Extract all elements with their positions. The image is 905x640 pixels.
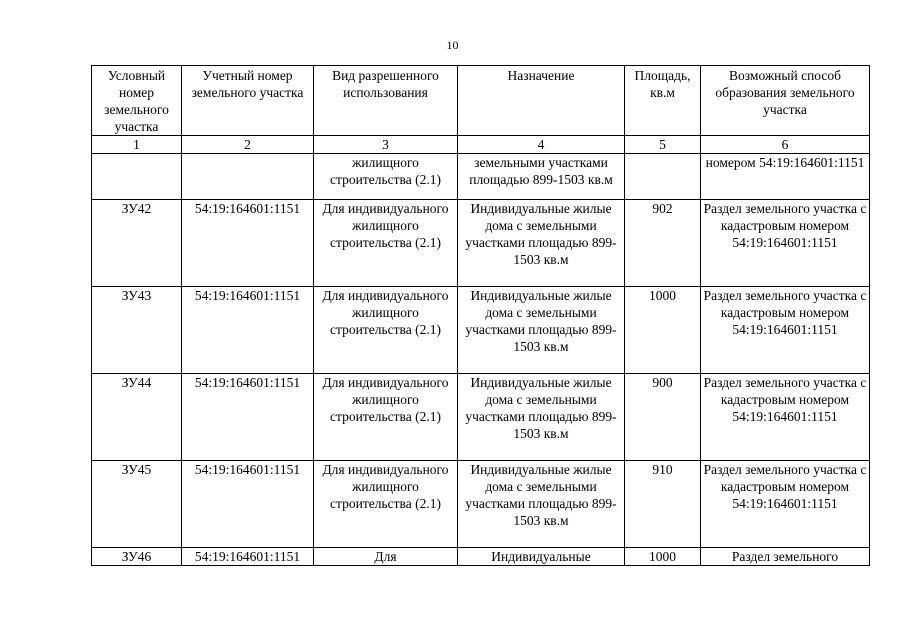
table-cell: [625, 154, 701, 200]
use-cell: Для индивидуального жилищного строительства (2.1): [314, 461, 458, 548]
use-cell: Для индивидуального жилищного строительства (2.1): [314, 200, 458, 287]
continuation-row: [92, 154, 870, 200]
purpose-cell: Индивидуальные: [458, 548, 625, 566]
table-cell: жилищного строительства (2.1): [314, 154, 458, 200]
use-cell: Для: [314, 548, 458, 566]
table-cell: [182, 154, 314, 200]
purpose-cell: Индивидуальные жилые дома с земельными участками площадью 899-1503 кв.м: [458, 200, 625, 287]
table-cell: [92, 154, 182, 200]
cadastral-cell: 54:19:164601:1151: [182, 461, 314, 548]
column-number: 1: [92, 136, 182, 154]
purpose-cell: Индивидуальные жилые дома с земельными участками площадью 899-1503 кв.м: [458, 287, 625, 374]
table-row: [92, 461, 870, 548]
table-row: [92, 287, 870, 374]
column-number: 6: [701, 136, 870, 154]
header-plot-id: Условный номер земельного участка: [92, 66, 182, 136]
purpose-cell: Индивидуальные жилые дома с земельными участками площадью 899-1503 кв.м: [458, 461, 625, 548]
purpose-cell: Индивидуальные жилые дома с земельными участками площадью 899-1503 кв.м: [458, 374, 625, 461]
header-permitted-use: Вид разрешенного использования: [314, 66, 458, 136]
header-formation-method: Возможный способ образования земельного участка: [701, 66, 870, 136]
column-number: 5: [625, 136, 701, 154]
area-cell: 1000: [625, 287, 701, 374]
header-row: [92, 66, 870, 136]
column-number: 4: [458, 136, 625, 154]
column-number: 3: [314, 136, 458, 154]
column-number: 2: [182, 136, 314, 154]
plot-id-cell: ЗУ44: [92, 374, 182, 461]
cadastral-cell: 54:19:164601:1151: [182, 548, 314, 566]
plot-id-cell: ЗУ45: [92, 461, 182, 548]
page-number: 10: [446, 38, 459, 52]
area-cell: 902: [625, 200, 701, 287]
plot-id-cell: ЗУ42: [92, 200, 182, 287]
table-row: [92, 374, 870, 461]
method-cell: Раздел земельного: [701, 548, 870, 566]
area-cell: 1000: [625, 548, 701, 566]
plot-id-cell: ЗУ43: [92, 287, 182, 374]
area-cell: 910: [625, 461, 701, 548]
method-cell: Раздел земельного участка с кадастровым номером 54:19:164601:1151: [701, 374, 870, 461]
header-area: Площадь, кв.м: [625, 66, 701, 136]
cadastral-cell: 54:19:164601:1151: [182, 374, 314, 461]
column-numbers-row: [92, 136, 870, 154]
method-cell: Раздел земельного участка с кадастровым номером 54:19:164601:1151: [701, 200, 870, 287]
cadastral-cell: 54:19:164601:1151: [182, 287, 314, 374]
table-row: [92, 548, 870, 566]
method-cell: Раздел земельного участка с кадастровым номером 54:19:164601:1151: [701, 461, 870, 548]
use-cell: Для индивидуального жилищного строительства (2.1): [314, 287, 458, 374]
land-plots-table: [91, 65, 870, 566]
header-cadastral-number: Учетный номер земельного участка: [182, 66, 314, 136]
table-cell: земельными участками площадью 899-1503 кв.м: [458, 154, 625, 200]
table-cell: номером 54:19:164601:1151: [701, 154, 870, 200]
cadastral-cell: 54:19:164601:1151: [182, 200, 314, 287]
use-cell: Для индивидуального жилищного строительства (2.1): [314, 374, 458, 461]
table-row: [92, 200, 870, 287]
method-cell: Раздел земельного участка с кадастровым номером 54:19:164601:1151: [701, 287, 870, 374]
header-purpose: Назначение: [458, 66, 625, 136]
area-cell: 900: [625, 374, 701, 461]
plot-id-cell: ЗУ46: [92, 548, 182, 566]
